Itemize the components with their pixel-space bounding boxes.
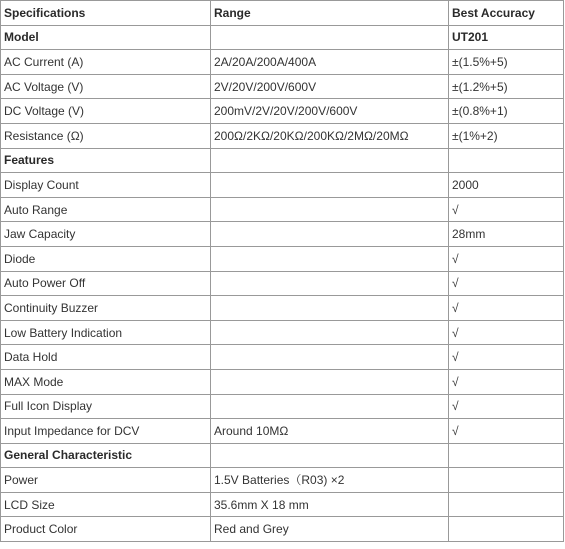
range-cell: [211, 296, 449, 321]
table-row: [1, 419, 564, 444]
spec-name-cell: AC Current (A): [1, 50, 211, 75]
accuracy-cell: ±(1%+2): [449, 123, 564, 148]
accuracy-cell: √: [449, 369, 564, 394]
range-cell: [211, 369, 449, 394]
range-cell: [211, 271, 449, 296]
accuracy-cell: [449, 517, 564, 542]
table-row: [1, 50, 564, 75]
range-cell: Around 10MΩ: [211, 419, 449, 444]
accuracy-cell: [449, 148, 564, 173]
table-row: [1, 99, 564, 124]
spec-name-cell: Power: [1, 468, 211, 493]
spec-name-cell: Features: [1, 148, 211, 173]
table-row: [1, 320, 564, 345]
accuracy-cell: √: [449, 394, 564, 419]
range-cell: [211, 394, 449, 419]
spec-name-cell: LCD Size: [1, 492, 211, 517]
range-cell: 35.6mm X 18 mm: [211, 492, 449, 517]
range-cell: 2V/20V/200V/600V: [211, 74, 449, 99]
accuracy-cell: 28mm: [449, 222, 564, 247]
table-row: [1, 222, 564, 247]
section-header-row: [1, 443, 564, 468]
spec-name-cell: Full Icon Display: [1, 394, 211, 419]
range-cell: Red and Grey: [211, 517, 449, 542]
spec-name-cell: Input Impedance for DCV: [1, 419, 211, 444]
accuracy-cell: ±(1.5%+5): [449, 50, 564, 75]
range-cell: [211, 173, 449, 198]
spec-name-cell: Data Hold: [1, 345, 211, 370]
spec-name-cell: Model: [1, 25, 211, 50]
spec-name-cell: Auto Range: [1, 197, 211, 222]
table-row: [1, 345, 564, 370]
spec-name-cell: DC Voltage (V): [1, 99, 211, 124]
section-header-row: [1, 25, 564, 50]
range-cell: 1.5V Batteries（R03) ×2: [211, 468, 449, 493]
spec-name-cell: Display Count: [1, 173, 211, 198]
accuracy-cell: Best Accuracy: [449, 1, 564, 26]
range-cell: [211, 443, 449, 468]
accuracy-cell: UT201: [449, 25, 564, 50]
accuracy-cell: √: [449, 345, 564, 370]
range-cell: [211, 197, 449, 222]
range-cell: [211, 25, 449, 50]
accuracy-cell: √: [449, 419, 564, 444]
range-cell: [211, 345, 449, 370]
spec-name-cell: Auto Power Off: [1, 271, 211, 296]
table-row: [1, 271, 564, 296]
spec-name-cell: Jaw Capacity: [1, 222, 211, 247]
spec-name-cell: Low Battery Indication: [1, 320, 211, 345]
range-cell: Range: [211, 1, 449, 26]
accuracy-cell: [449, 492, 564, 517]
spec-name-cell: Resistance (Ω): [1, 123, 211, 148]
range-cell: 200mV/2V/20V/200V/600V: [211, 99, 449, 124]
accuracy-cell: √: [449, 246, 564, 271]
table-row: [1, 173, 564, 198]
table-row: [1, 197, 564, 222]
spec-name-cell: Continuity Buzzer: [1, 296, 211, 321]
spec-table-body: [1, 1, 564, 542]
table-row: [1, 123, 564, 148]
accuracy-cell: ±(1.2%+5): [449, 74, 564, 99]
table-row: [1, 296, 564, 321]
spec-name-cell: MAX Mode: [1, 369, 211, 394]
table-row: [1, 394, 564, 419]
accuracy-cell: 2000: [449, 173, 564, 198]
spec-name-cell: AC Voltage (V): [1, 74, 211, 99]
table-row: [1, 492, 564, 517]
accuracy-cell: ±(0.8%+1): [449, 99, 564, 124]
accuracy-cell: [449, 468, 564, 493]
range-cell: [211, 222, 449, 247]
table-row: [1, 468, 564, 493]
section-header-row: [1, 148, 564, 173]
range-cell: [211, 246, 449, 271]
range-cell: [211, 320, 449, 345]
accuracy-cell: √: [449, 271, 564, 296]
spec-name-cell: Specifications: [1, 1, 211, 26]
table-row: [1, 517, 564, 542]
accuracy-cell: √: [449, 320, 564, 345]
table-row: [1, 246, 564, 271]
accuracy-cell: [449, 443, 564, 468]
table-row: [1, 74, 564, 99]
spec-name-cell: Diode: [1, 246, 211, 271]
spec-name-cell: Product Color: [1, 517, 211, 542]
table-row: [1, 369, 564, 394]
range-cell: [211, 148, 449, 173]
accuracy-cell: √: [449, 296, 564, 321]
spec-name-cell: General Characteristic: [1, 443, 211, 468]
range-cell: 2A/20A/200A/400A: [211, 50, 449, 75]
range-cell: 200Ω/2KΩ/20KΩ/200KΩ/2MΩ/20MΩ: [211, 123, 449, 148]
accuracy-cell: √: [449, 197, 564, 222]
section-header-row: [1, 1, 564, 26]
